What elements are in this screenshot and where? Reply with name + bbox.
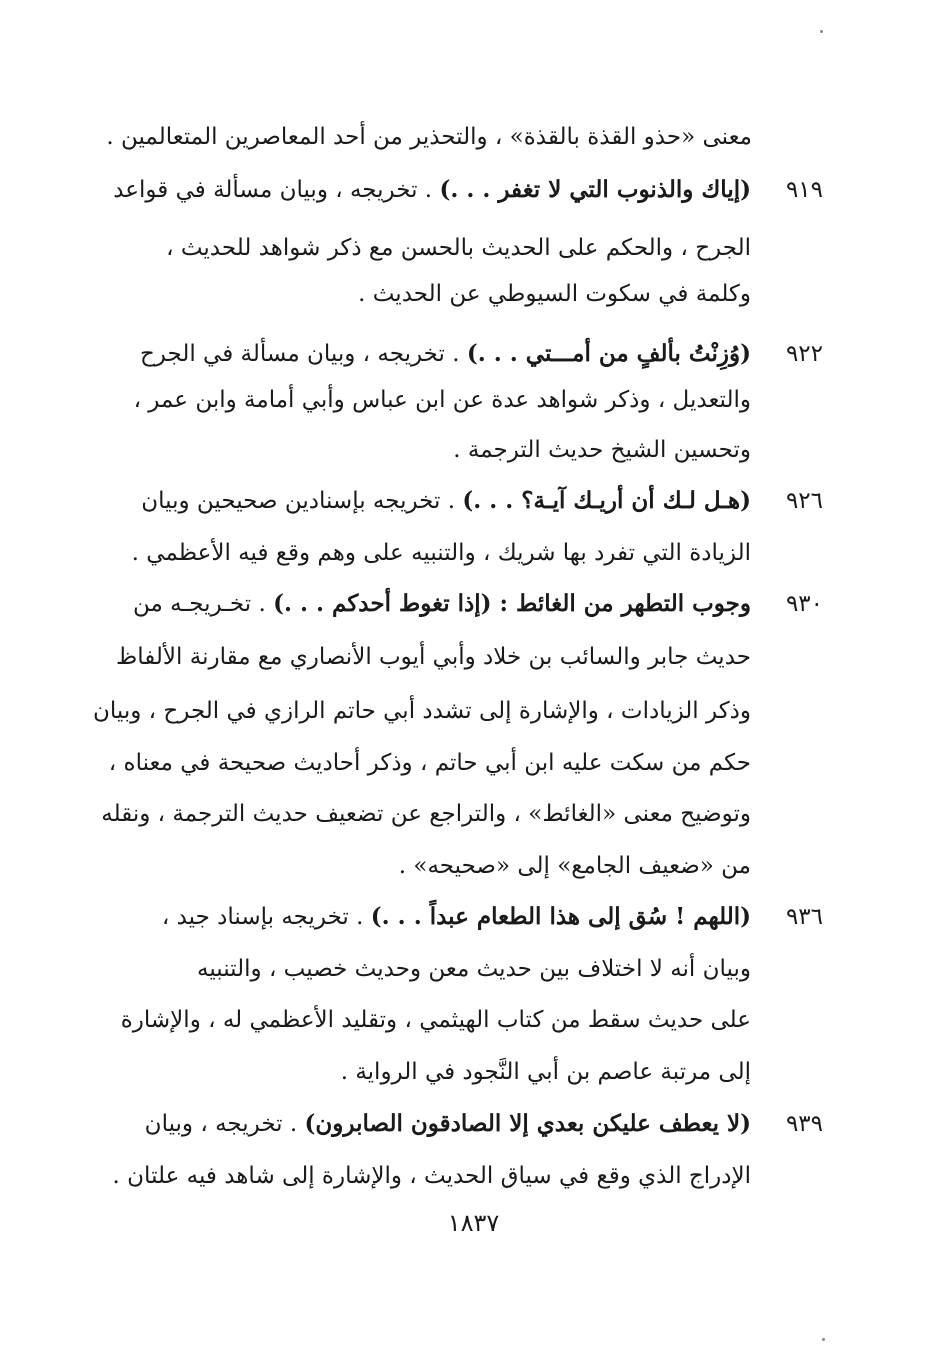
page-number: ١٨٣٧ — [447, 1209, 500, 1237]
entry-line: الزيادة التي تفرد بها شريك ، والتنبيه على وهم وقع فيه الأعظمي . — [131, 540, 751, 566]
entry-first-line — [125, 587, 751, 621]
entry-title: (اللهم ! سُق إلى هذا الطعام عبداً . . .) — [370, 903, 751, 930]
entry-title: (وُزِنْتُ بألفٍ من أمـــتي . . .) — [466, 340, 751, 367]
entry-line: حديث جابر والسائب بن خلاد وأبي أيوب الأنصاري مع مقارنة الألفاظ — [116, 644, 751, 670]
entry-text: . تخريجه بإسنادين صحيحين وبيان — [141, 488, 456, 514]
entry-number: ٩٢٢ — [785, 341, 823, 367]
entry-text: . تخريجه بإسناد جيد ، — [161, 904, 364, 930]
entry-number: ٩٣٦ — [785, 904, 823, 930]
entry-title: (لا يعطف عليكن بعدي إلا الصادقون الصابرون) — [304, 1110, 751, 1137]
scan-mark — [820, 30, 823, 33]
entry-line: وتوضيح معنى «الغائط» ، والتراجع عن تضعيف حديث الترجمة ، ونقله — [101, 801, 751, 827]
entry-number: ٩٢٦ — [785, 488, 823, 514]
entry-first-line — [125, 900, 751, 934]
entry-line: وبيان أنه لا اختلاف بين حديث معن وحديث خصيب ، والتنبيه — [197, 956, 751, 982]
entry-line: الجرح ، والحكم على الحديث بالحسن مع ذكر شواهد للحديث ، — [166, 235, 751, 261]
entry-line: من «ضعيف الجامع» إلى «صحيحه» . — [398, 853, 751, 879]
intro-line: معنى «حذو القذة بالقذة» ، والتحذير من أحد المعاصرين المتعالمين . — [106, 124, 752, 150]
entry-first-line — [125, 484, 751, 518]
entry-text: . تخريجه ، وبيان مسألة في قواعد — [113, 177, 433, 203]
entry-number: ٩١٩ — [785, 177, 823, 203]
entry-line: حكم من سكت عليه ابن أبي حاتم ، وذكر أحاديث صحيحة في معناه ، — [108, 750, 751, 776]
entry-text: . تخـريجـه من — [133, 591, 266, 617]
entry-line: والتعديل ، وذكر شواهد عدة عن ابن عباس وأبي أمامة وابن عمر ، — [133, 387, 751, 413]
entry-line: على حديث سقط من كتاب الهيثمي ، وتقليد الأعظمي له ، والإشارة — [120, 1007, 751, 1033]
entry-line: إلى مرتبة عاصم بن أبي النَّجود في الرواية . — [340, 1059, 751, 1085]
entry-line: وذكر الزيادات ، والإشارة إلى تشدد أبي حاتم الرازي في الجرح ، وبيان — [93, 698, 751, 724]
entry-first-line — [125, 1107, 751, 1141]
entry-line: الإدراج الذي وقع في سياق الحديث ، والإشارة إلى شاهد فيه علتان . — [112, 1163, 751, 1189]
entry-title: (إياك والذنوب التي لا تغفر . . .) — [439, 176, 751, 203]
entry-text: . تخريجه ، وبيان مسألة في الجرح — [139, 341, 460, 367]
entry-title: وجوب التطهر من الغائط : (إذا تغوط أحدكم . . .) — [273, 590, 751, 617]
scan-mark — [822, 1338, 825, 1341]
entry-title: (هـل لـك أن أريـك آيـة؟ . . .) — [462, 487, 751, 514]
entry-number: ٩٣٩ — [785, 1111, 823, 1137]
entry-line: وتحسين الشيخ حديث الترجمة . — [453, 437, 751, 463]
entry-line: وكلمة في سكوت السيوطي عن الحديث . — [358, 281, 751, 307]
entry-first-line — [125, 337, 751, 371]
entry-first-line — [113, 173, 751, 207]
entry-text: . تخريجه ، وبيان — [144, 1111, 298, 1137]
entry-number: ٩٣٠ — [785, 591, 823, 617]
